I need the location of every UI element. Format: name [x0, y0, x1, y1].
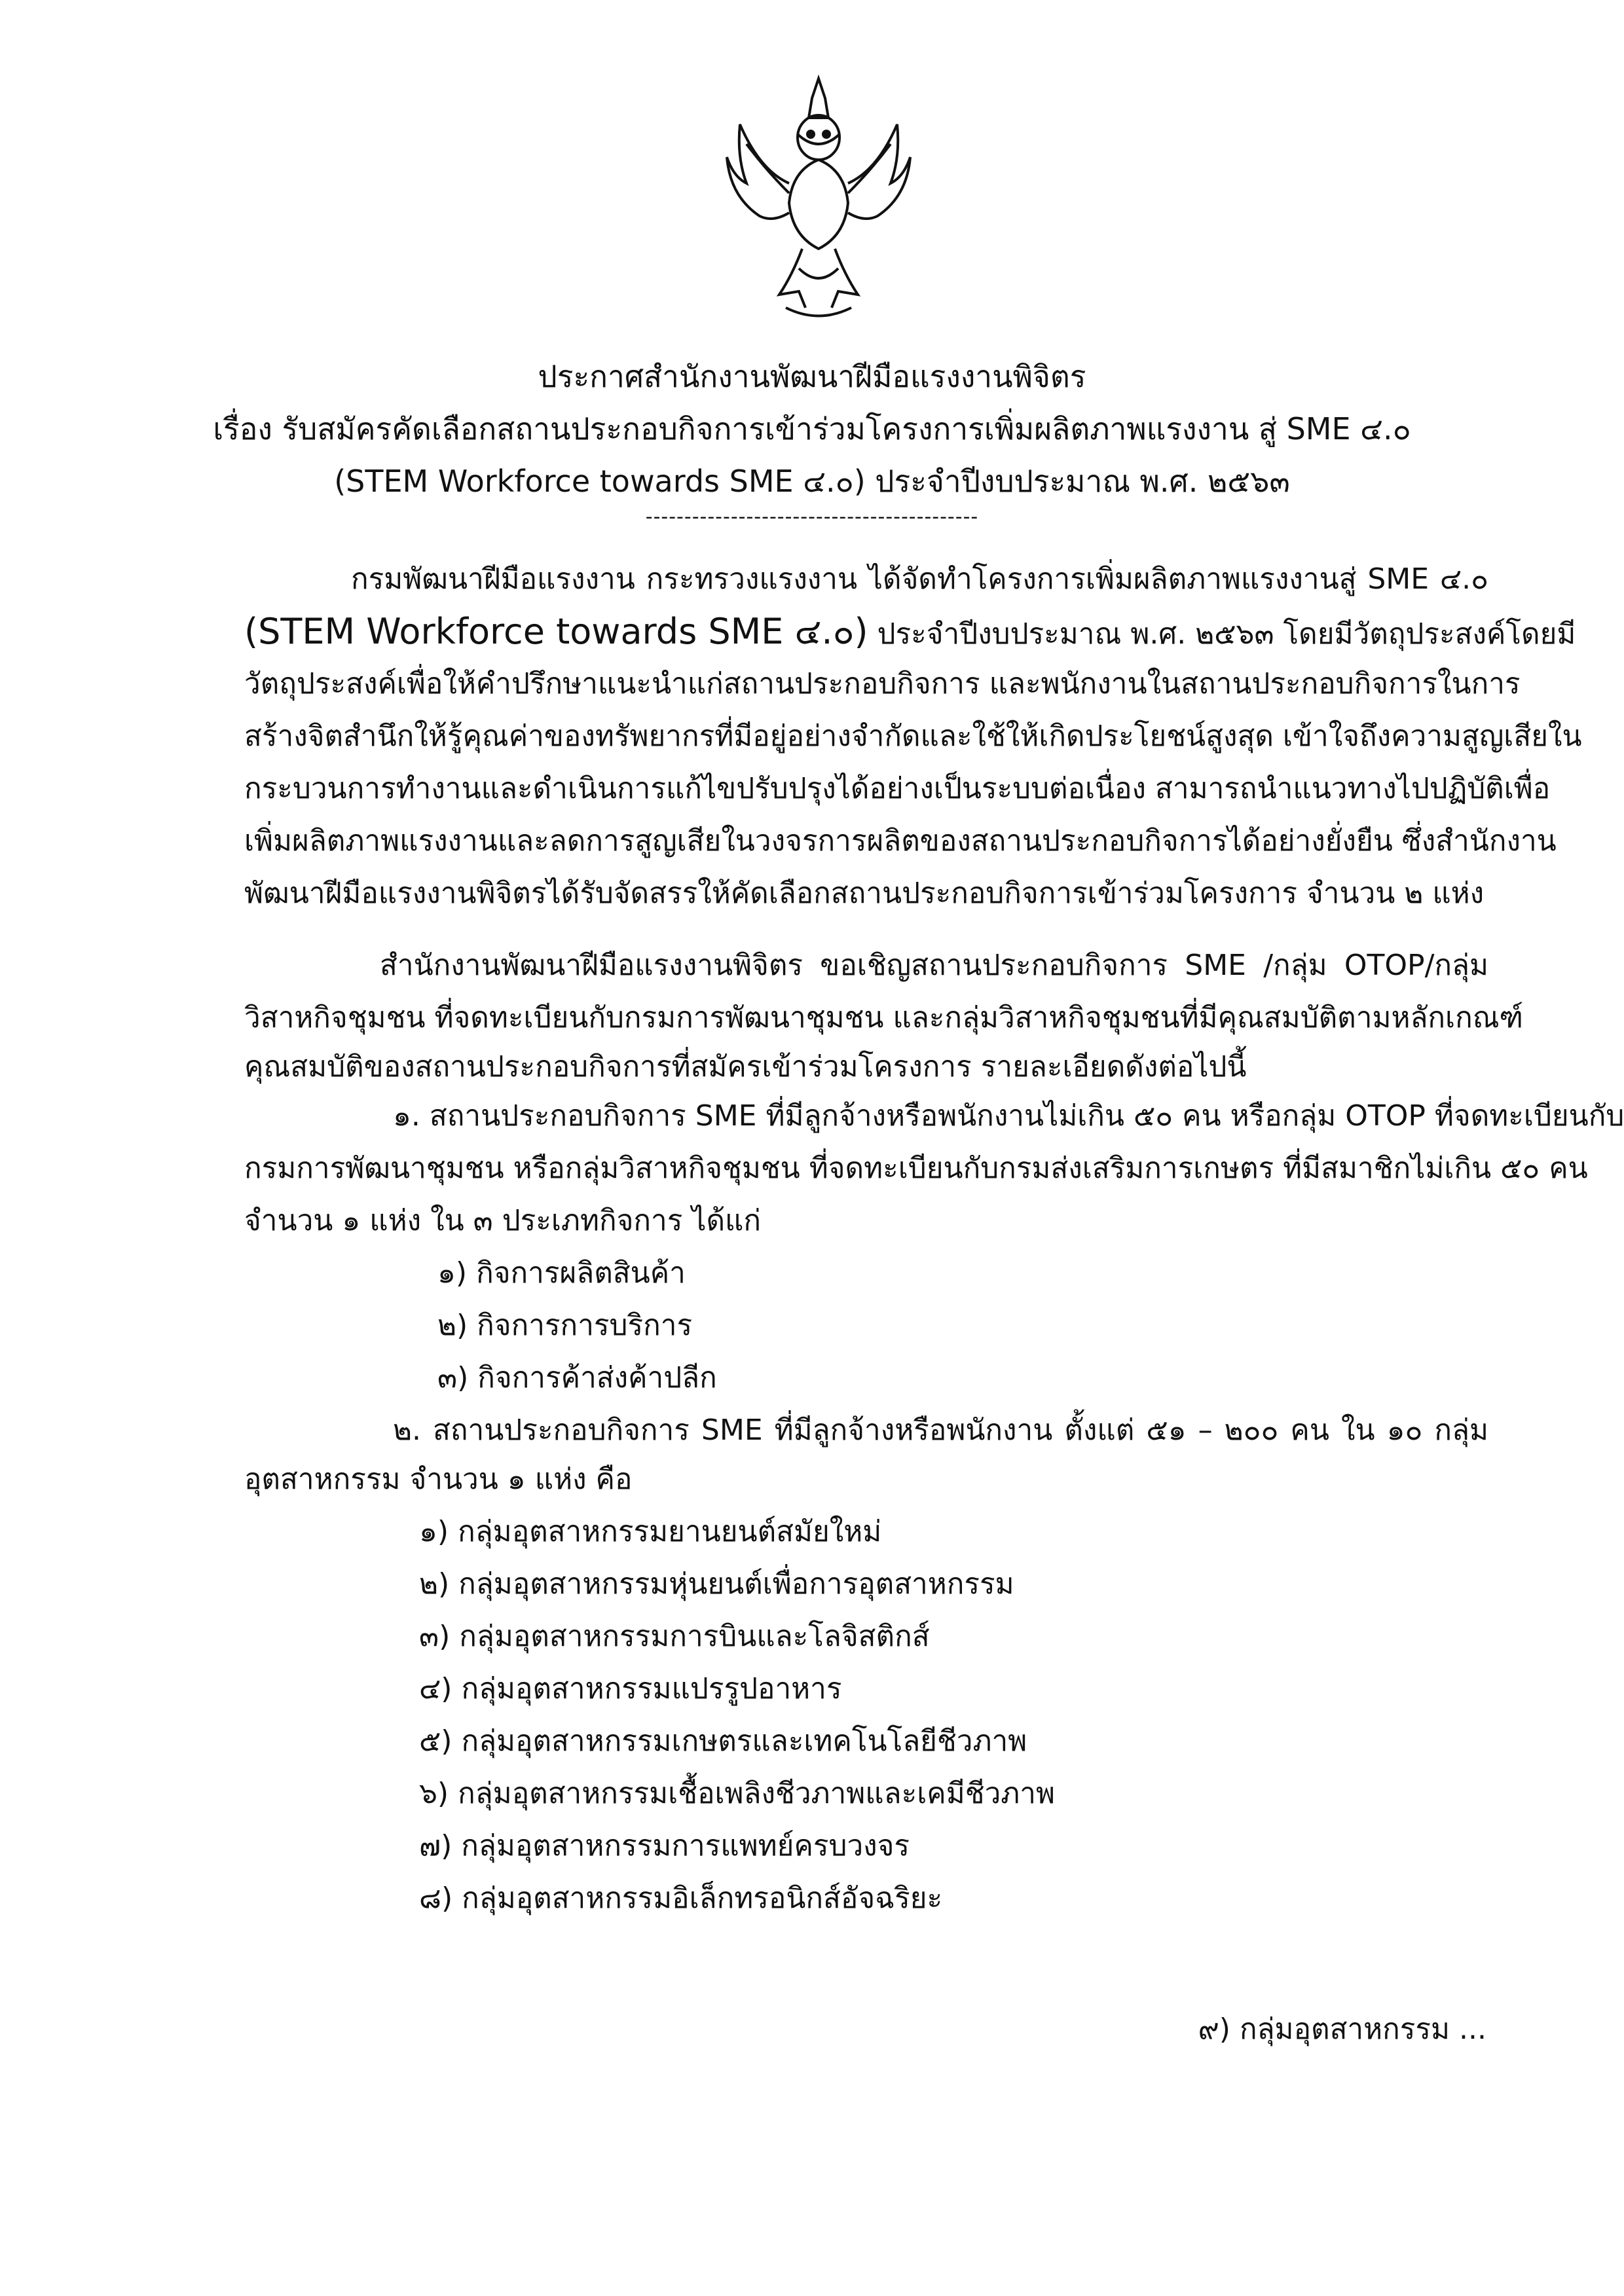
para2-line1: สำนักงานพัฒนาฝีมือแรงงานพิจิตร ขอเชิญสถานประกอบกิจการ SME /กลุ่ม OTOP/กลุ่ม: [380, 949, 1488, 982]
item1-subitem: ๑) กิจการผลิตสินค้า: [437, 1256, 686, 1290]
item1-subitem: ๒) กิจการการบริการ: [437, 1309, 693, 1342]
para2-line2: วิสาหกิจชุมชน ที่จดทะเบียนกับกรมการพัฒนาชุมชน และกลุ่มวิสาหกิจชุมชนที่มีคุณสมบัติตามหลักเกณฑ์: [244, 1001, 1524, 1034]
item1-line3: จำนวน ๑ แห่ง ใน ๓ ประเภทกิจการ ได้แก่: [244, 1204, 762, 1237]
para1-line1: กรมพัฒนาฝีมือแรงงาน กระทรวงแรงงาน ได้จัดทำโครงการเพิ่มผลิตภาพแรงงานสู่ SME ๔.๐: [351, 562, 1488, 596]
item2-subitem: ๕) กลุ่มอุตสาหกรรมเกษตรและเทคโนโลยีชีวภาพ: [419, 1724, 1027, 1758]
announcement-subject-line2: (STEM Workforce towards SME ๔.๐) ประจำปีงบประมาณ พ.ศ. ๒๕๖๓: [334, 464, 1290, 499]
item1-line2: กรมการพัฒนาชุมชน หรือกลุ่มวิสาหกิจชุมชน ที่จดทะเบียนกับกรมส่งเสริมการเกษตร ที่มีสมาชิกไม่เกิน ๕๐ คน: [244, 1152, 1588, 1185]
para1-line2-program-name: (STEM Workforce towards SME ๔.๐): [244, 611, 868, 652]
para1-line3: วัตถุประสงค์เพื่อให้คำปรึกษาแนะนำแก่สถานประกอบกิจการ และพนักงานในสถานประกอบกิจการในการ: [244, 667, 1521, 701]
item2-line1: ๒. สถานประกอบกิจการ SME ที่มีลูกจ้างหรือพนักงาน ตั้งแต่ ๕๑ – ๒๐๐ คน ใน ๑๐ กลุ่ม: [393, 1413, 1488, 1447]
item2-subitem: ๑) กลุ่มอุตสาหกรรมยานยนต์สมัยใหม่: [419, 1515, 882, 1548]
item2-subitem: ๒) กลุ่มอุตสาหกรรมหุ่นยนต์เพื่อการอุตสาหกรรม: [419, 1567, 1014, 1601]
item2-subitem: ๘) กลุ่มอุตสาหกรรมอิเล็กทรอนิกส์อัจฉริยะ: [419, 1882, 943, 1915]
item2-subitem: ๔) กลุ่มอุตสาหกรรมแปรรูปอาหาร: [419, 1672, 842, 1705]
para1-line2: [244, 611, 1576, 654]
page-continuation: ๙) กลุ่มอุตสาหกรรม ...: [1198, 2013, 1486, 2046]
para1-line6: เพิ่มผลิตภาพแรงงานและลดการสูญเสียในวงจรการผลิตของสถานประกอบกิจการได้อย่างยั่งยืน ซึ่งสำนักงาน: [244, 824, 1557, 858]
announcement-title: ประกาศสำนักงานพัฒนาฝีมือแรงงานพิจิตร: [538, 359, 1086, 394]
item2-line2: อุตสาหกรรม จำนวน ๑ แห่ง คือ: [244, 1463, 633, 1496]
para1-line2-rest: ประจำปีงบประมาณ พ.ศ. ๒๕๖๓ โดยมีวัตถุประสงค์โดยมี: [868, 617, 1576, 651]
separator-line: -------------------------------------------: [645, 505, 979, 528]
item1-line1: ๑. สถานประกอบกิจการ SME ที่มีลูกจ้างหรือพนักงานไม่เกิน ๕๐ คน หรือกลุ่ม OTOP ที่จดทะเบียนกับ: [393, 1099, 1624, 1133]
para1-line7: พัฒนาฝีมือแรงงานพิจิตรได้รับจัดสรรให้คัดเลือกสถานประกอบกิจการเข้าร่วมโครงการ จำนวน ๒ แห่ง: [244, 877, 1485, 910]
para2-line3: คุณสมบัติของสถานประกอบกิจการที่สมัครเข้าร่วมโครงการ รายละเอียดดังต่อไปนี้: [244, 1050, 1247, 1084]
item1-subitem: ๓) กิจการค้าส่งค้าปลีก: [437, 1361, 717, 1394]
item2-subitem: ๖) กลุ่มอุตสาหกรรมเชื้อเพลิงชีวภาพและเคมีชีวภาพ: [419, 1777, 1055, 1810]
para1-line4: สร้างจิตสำนึกให้รู้คุณค่าของทรัพยากรที่มีอยู่อย่างจำกัดและใช้ให้เกิดประโยชน์สูงสุด เข้าใจถึงความสูญเสียใน: [244, 720, 1582, 753]
garuda-emblem-icon: [720, 72, 917, 327]
announcement-subject: เรื่อง รับสมัครคัดเลือกสถานประกอบกิจการเข้าร่วมโครงการเพิ่มผลิตภาพแรงงาน สู่ SME ๔.๐: [213, 411, 1411, 446]
item2-subitem: ๓) กลุ่มอุตสาหกรรมการบินและโลจิสติกส์: [419, 1620, 930, 1653]
item2-subitem: ๗) กลุ่มอุตสาหกรรมการแพทย์ครบวงจร: [419, 1829, 910, 1863]
para1-line5: กระบวนการทำงานและดำเนินการแก้ไขปรับปรุงได้อย่างเป็นระบบต่อเนื่อง สามารถนำแนวทางไปปฏิบัติเพื่อ: [244, 772, 1551, 805]
